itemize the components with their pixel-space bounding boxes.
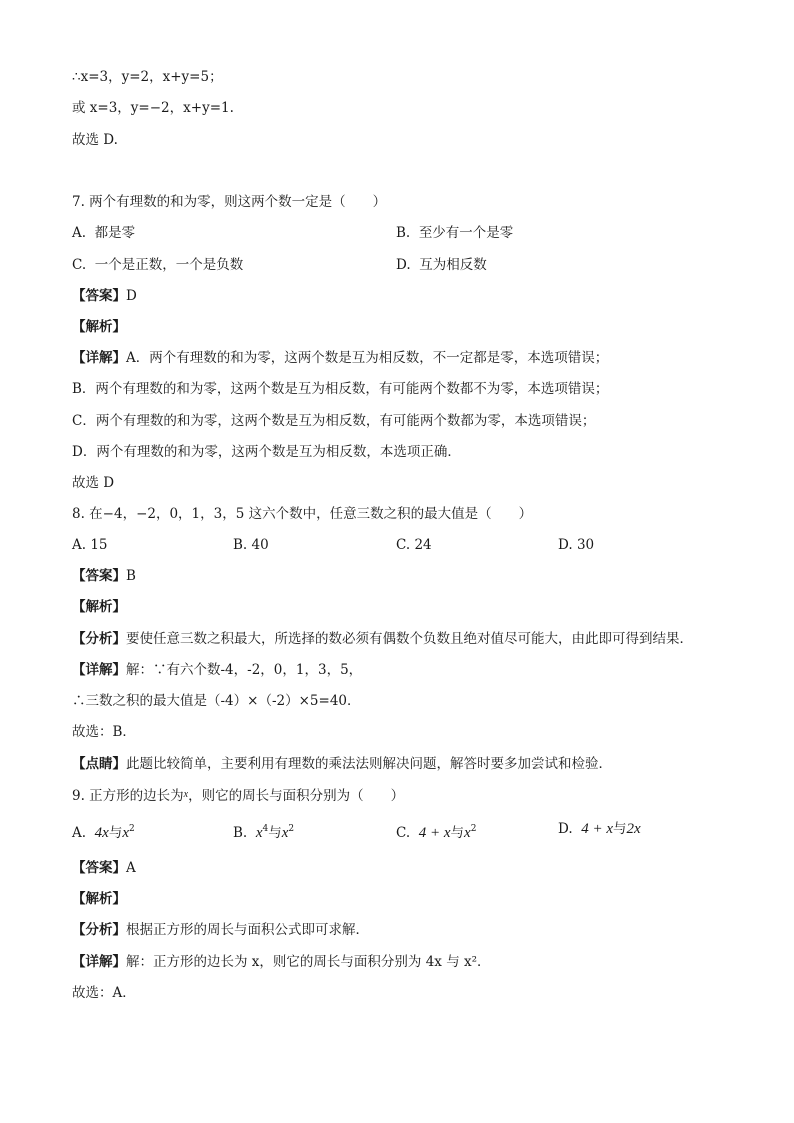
q7-detail-a: 【详解】A．两个有理数的和为零，这两个数是互为相反数，不一定都是零，本选项错误； — [72, 350, 609, 366]
q8-fenxi: 【分析】要使任意三数之积最大，所选择的数必须有偶数个负数且绝对值尽可能大，由此即可得到结果． — [72, 631, 693, 647]
q7-answer: 【答案】D — [72, 288, 137, 304]
q9-analysis-heading: 【解析】 — [72, 891, 126, 907]
q7-option-b: B. 至少有一个是零 — [396, 225, 514, 241]
q8-detail-2: ∴三数之积的最大值是（-4）×（-2）×5=40． — [72, 693, 361, 709]
q7-stem: 7. 两个有理数的和为零，则这两个数一定是（ ） — [72, 194, 387, 210]
prev-conclusion: 故选 D. — [72, 132, 118, 148]
q9-answer: 【答案】A — [72, 860, 136, 876]
q9-option-c: C. 4 + x与$x^2$ — [396, 824, 477, 841]
q7-conclusion: 故选 D — [72, 475, 115, 491]
q9-option-a: A. 4x与$x^2$ — [72, 824, 135, 841]
q8-option-b: B. 40 — [233, 537, 269, 553]
q8-dianjing: 【点睛】此题比较简单，主要利用有理数的乘法法则解决问题，解答时要多加尝试和检验． — [72, 756, 612, 772]
q9-stem: 9. 正方形的边长为$^x$，则它的周长与面积分别为（ ） — [72, 788, 405, 804]
q8-stem: 8. 在−4，−2，0，1，3，5 这六个数中，任意三数之积的最大值是（ ） — [72, 506, 533, 522]
q7-detail-d: D．两个有理数的和为零，这两个数是互为相反数，本选项正确． — [72, 444, 461, 460]
q7-option-d: D. 互为相反数 — [396, 257, 487, 273]
q7-option-a: A. 都是零 — [72, 225, 136, 241]
q9-fenxi: 【分析】根据正方形的周长与面积公式即可求解． — [72, 922, 369, 938]
q7-detail-b: B．两个有理数的和为零，这两个数是互为相反数，有可能两个数都不为零，本选项错误； — [72, 381, 609, 397]
q9-option-b: B. $x^4$与$x^2$ — [233, 824, 295, 841]
q8-option-a: A. 15 — [72, 537, 108, 553]
q9-detail: 【详解】解：正方形的边长为 x，则它的周长与面积分别为 4x 与 x²． — [72, 954, 491, 970]
q8-conclusion: 故选：B． — [72, 724, 136, 740]
q8-option-c: C. 24 — [396, 537, 432, 553]
q9-option-d: D. 4 + x与2x — [558, 821, 641, 837]
prev-line-2: 或 x=3，y=−2，x+y=1. — [72, 100, 234, 116]
q8-detail-1: 【详解】解：∵有六个数-4，-2，0，1，3，5， — [72, 662, 363, 678]
q7-analysis-heading: 【解析】 — [72, 319, 126, 335]
prev-line-1: ∴x=3，y=2，x+y=5； — [72, 69, 223, 85]
q9-conclusion: 故选：A． — [72, 985, 136, 1001]
q8-analysis-heading: 【解析】 — [72, 599, 126, 615]
q8-option-d: D. 30 — [558, 537, 595, 553]
q7-option-c: C. 一个是正数，一个是负数 — [72, 257, 244, 273]
q7-detail-c: C．两个有理数的和为零，这两个数是互为相反数，有可能两个数都为零，本选项错误； — [72, 413, 596, 429]
q8-answer: 【答案】B — [72, 568, 136, 584]
